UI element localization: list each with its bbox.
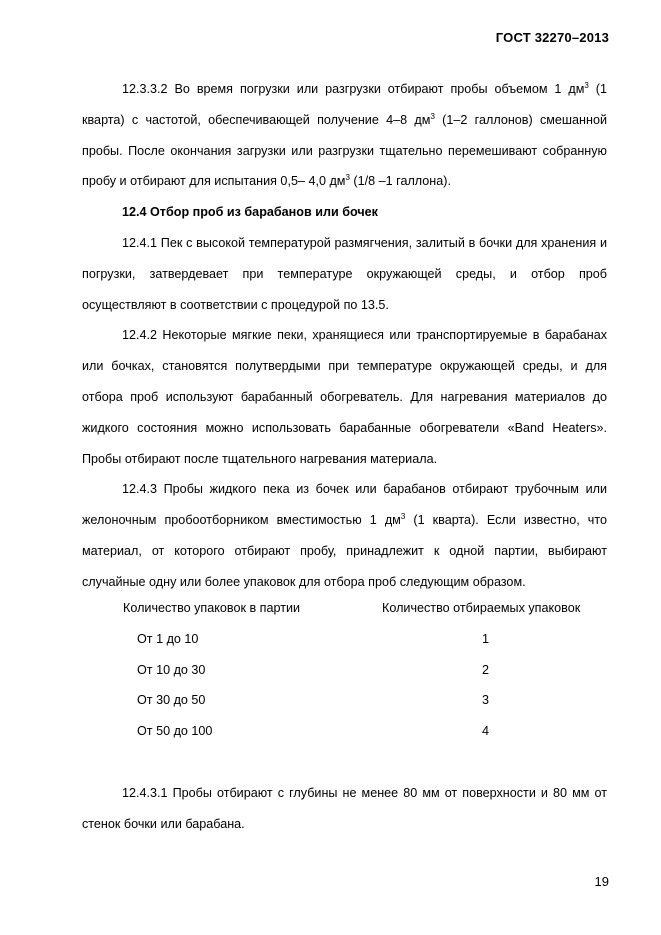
superscript: 3	[430, 111, 435, 121]
paragraph-text: 12.3.3.2 Во время погрузки или разгрузки отбирают пробы объемом 1 дм	[122, 82, 585, 96]
paragraph-12-4-3-1: 12.4.3.1 Пробы отбирают с глубины не менее 80 мм от поверхности и 80 мм от стенок бочки или барабана.	[82, 786, 607, 831]
paragraph-12-4-3	[82, 474, 607, 597]
superscript: 3	[345, 173, 350, 183]
document-code: ГОСТ 32270–2013	[495, 30, 609, 45]
table-cell-count: 4	[482, 724, 490, 739]
column-header-sample-count: Количество отбираемых упаковок	[382, 601, 581, 615]
paragraph-text: (1 кварта) с частотой, обеспечивающей получение 4–8 дм	[82, 82, 607, 127]
table-cell-range: От 30 до 50	[137, 693, 206, 708]
body-text-after-table	[82, 778, 607, 840]
table-cell-count: 3	[482, 693, 490, 708]
sampling-table	[82, 593, 607, 747]
body-text	[82, 74, 607, 598]
column-header-lot-size: Количество упаковок в партии	[123, 601, 301, 615]
paragraph-text: (1–2 галлонов) смешанной пробы. После окончания загрузки или разгрузки тщательно перемешивают собранную пробу и отбирают для испытания 0,5– 4,0 дм	[82, 112, 607, 189]
table-row	[82, 685, 607, 716]
paragraph-text: (1/8 –1 галлона).	[349, 174, 451, 189]
paragraph-12-4-2: 12.4.2 Некоторые мягкие пеки, хранящиеся или транспортируемые в барабанах или бочках, становятся полутвердыми при температуре окружающей среды, и для отбора проб используют барабанный обогреватель. Для нагревания материалов до жидкого состояния можно использовать барабанные обогреватели «Band Heaters». Пробы отбирают после тщательного нагревания материала.	[82, 328, 607, 466]
superscript: 3	[400, 512, 406, 522]
paragraph-12-3-3-2	[82, 74, 607, 197]
table-cell-range: От 50 до 100	[137, 724, 213, 739]
table-cell-range: От 1 до 10	[137, 631, 199, 646]
paragraph-text: 12.4.3 Пробы жидкого пека из бочек или барабанов отбирают трубочным или желоночным пробоотборником вместимостью 1 дм	[82, 482, 607, 528]
paragraph-text: (1 кварта). Если известно, что материал, от которого отбирают пробу, принадлежит к одной партии, выбирают случайные одну или более упаковок для отбора проб следующим образом.	[82, 513, 607, 589]
table-row	[82, 624, 607, 655]
table-row	[82, 716, 607, 747]
paragraph-12-4-1: 12.4.1 Пек с высокой температурой размягчения, залитый в бочки для хранения и погрузки, затвердевает при температуре окружающей среды, и отбор проб осуществляют в соответствии с процедурой по 13.5.	[82, 235, 607, 312]
page-number: 19	[594, 874, 609, 889]
section-heading: 12.4 Отбор проб из барабанов или бочек	[122, 205, 378, 220]
table-header-row	[82, 593, 607, 624]
superscript: 3	[584, 81, 589, 90]
table-cell-count: 2	[482, 662, 490, 677]
table-row	[82, 655, 607, 686]
table-cell-count: 1	[482, 631, 490, 646]
table-cell-range: От 10 до 30	[137, 662, 206, 677]
